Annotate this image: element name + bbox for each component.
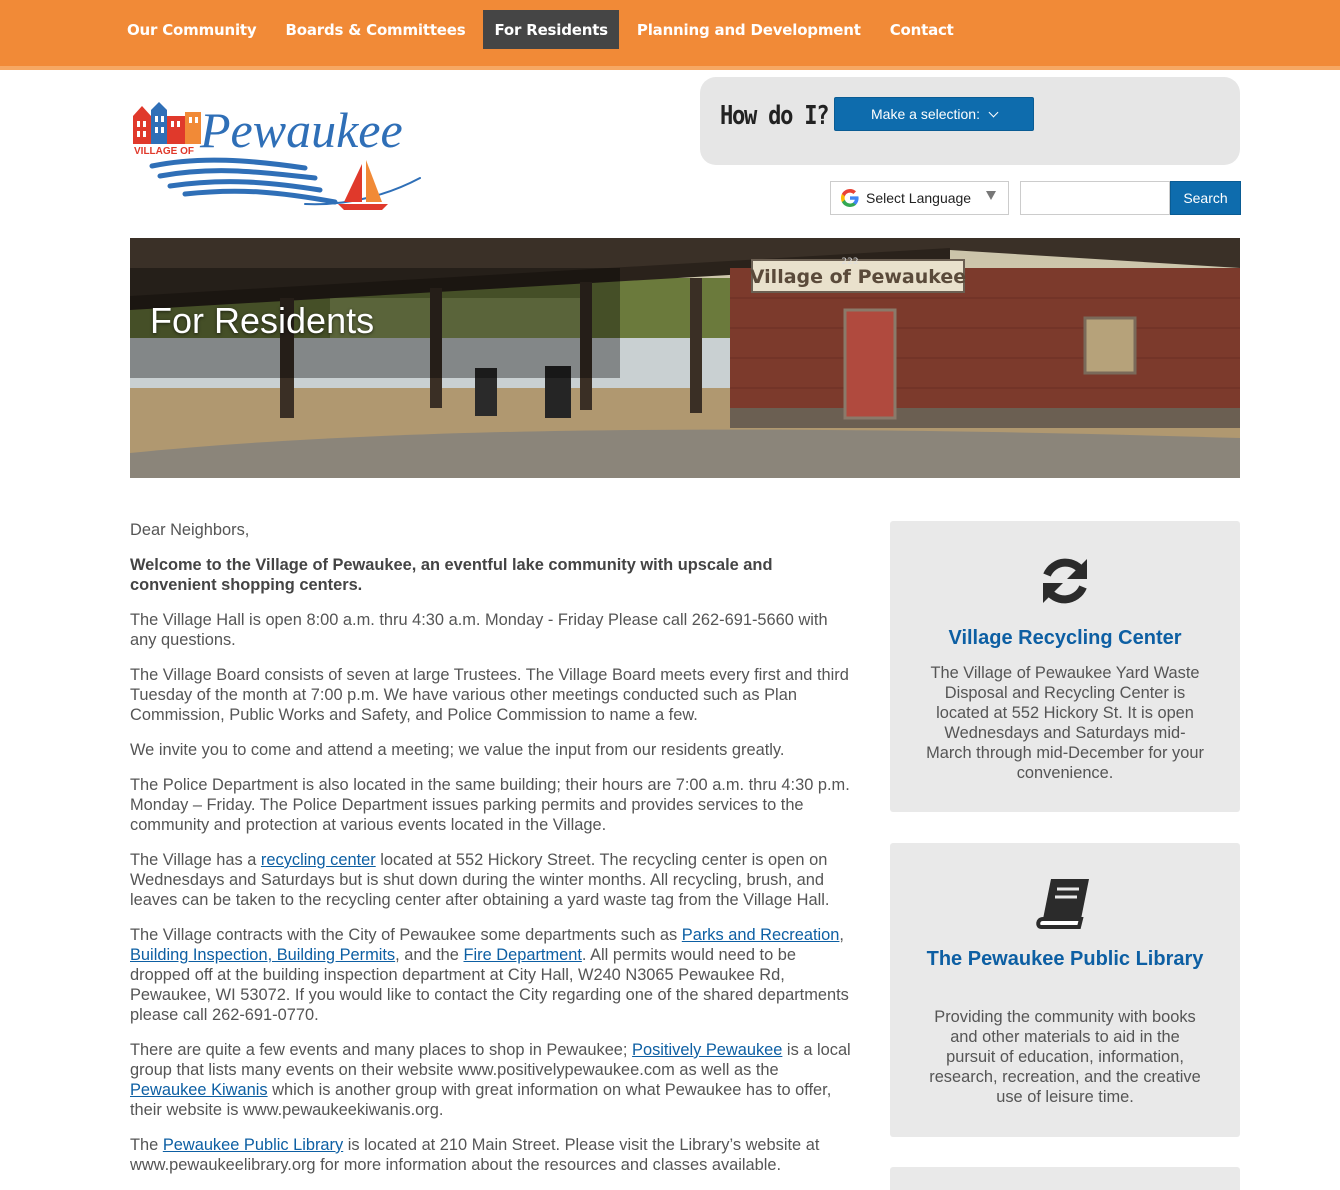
text-span: is a local group that lists many events on their website www.positivelypewaukee.com as well as the <box>130 1041 851 1079</box>
greeting: Dear Neighbors, <box>130 521 250 539</box>
page-title: For Residents <box>150 300 375 341</box>
text-span: , <box>839 926 844 944</box>
hero-sign-text: Village of Pewaukee <box>749 266 967 288</box>
nav-item-boards-committees[interactable]: Boards & Committees <box>285 20 466 39</box>
top-nav-list <box>116 10 972 49</box>
library-card[interactable] <box>890 843 1240 1137</box>
text-span: is located at 210 Main Street. Please visit the Library’s website at www.pewaukeelibrary.org for more information about the resources and classes available. <box>130 1136 820 1174</box>
text-span: located at 552 Hickory Street. The recycling center is open on Wednesdays and Saturdays but is shut down during the winter months. All recycling, brush, and leaves can be taken to the recycling center after obtaining a yard waste tag from the Village Hall. <box>130 851 830 909</box>
how-do-i-select[interactable] <box>834 97 1034 131</box>
text-span: . All permits would need to be dropped off at the building inspection department at City Hall, W240 N3065 Pewaukee Rd, Pewaukee, WI 53072. If you would like to contact the City regarding one of the shared departments please call 262-691-0770. <box>130 946 849 1024</box>
public-library-link[interactable]: Pewaukee Public Library <box>162 1136 344 1154</box>
parks-recreation-link[interactable]: Parks and Recreation <box>681 926 840 944</box>
recycling-center-link[interactable]: recycling center <box>260 851 376 869</box>
hero-sign-number: 222 <box>841 257 859 267</box>
text-span: There are quite a few events and many places to shop in Pewaukee; <box>130 1041 633 1059</box>
card-title[interactable]: Village Recycling Center <box>948 627 1182 649</box>
village-logo[interactable] <box>130 94 425 216</box>
language-select-label: Select Language <box>866 190 972 206</box>
logo-village-of: VILLAGE OF <box>134 146 194 157</box>
city-paragraph <box>130 925 858 1025</box>
nav-item-planning-development[interactable]: Planning and Development <box>636 20 861 39</box>
how-do-i-label: How do I? <box>720 101 829 131</box>
book-icon <box>1035 875 1095 935</box>
sidebar-card-partial <box>890 1167 1240 1190</box>
dropdown-arrow-icon <box>986 191 996 200</box>
library-paragraph <box>130 1135 858 1175</box>
events-paragraph <box>130 1040 858 1120</box>
board-paragraph: The Village Board consists of seven at large Trustees. The Village Board meets every first and third Tuesday of the month at 7:00 p.m. We have various other meetings conducted such as Plan Commission, Public Works and Safety, and Police Commission to name a few. <box>130 666 849 724</box>
card-description: The Village of Pewaukee Yard Waste Disposal and Recycling Center is located at 552 Hickory St. It is open Wednesdays and Saturdays mid-March through mid-December for your convenience. <box>926 664 1204 782</box>
how-do-i-panel <box>700 77 1240 165</box>
recycling-center-card[interactable] <box>890 521 1240 812</box>
text-span: The Village contracts with the City of Pewaukee some departments such as <box>130 926 682 944</box>
police-paragraph: The Police Department is also located in the same building; their hours are 7:00 a.m. thru 4:30 p.m. Monday – Friday. The Police Department issues parking permits and provides services to the community and protection at various events located in the Village. <box>130 776 850 834</box>
nav-item-our-community[interactable]: Our Community <box>127 20 257 39</box>
top-nav <box>0 0 1340 70</box>
how-do-i-select-label: Make a selection: <box>871 106 980 122</box>
nav-item-contact[interactable]: Contact <box>889 20 954 39</box>
positively-pewaukee-link[interactable]: Positively Pewaukee <box>632 1041 783 1059</box>
card-description: Providing the community with books and other materials to aid in the pursuit of education, information, research, recreation, and the creative use of leisure time. <box>929 1008 1201 1106</box>
refresh-icon <box>1035 551 1095 611</box>
building-inspection-link[interactable]: Building Inspection, Building Permits <box>130 946 396 964</box>
invite-paragraph: We invite you to come and attend a meeting; we value the input from our residents greatly. <box>130 741 785 759</box>
card-title[interactable]: The Pewaukee Public Library <box>926 948 1204 970</box>
text-span: The <box>130 1136 163 1154</box>
logo-name: Pewaukee <box>200 102 403 158</box>
nav-item-for-residents[interactable]: For Residents <box>483 10 618 49</box>
text-span: The Village has a <box>130 851 261 869</box>
hours-paragraph: The Village Hall is open 8:00 a.m. thru 4:30 a.m. Monday - Friday Please call 262-691-5660 with any questions. <box>130 611 828 649</box>
welcome-text: Welcome to the Village of Pewaukee, an eventful lake community with upscale and convenient shopping centers. <box>130 556 773 594</box>
chevron-down-icon <box>989 107 999 117</box>
pewaukee-kiwanis-link[interactable]: Pewaukee Kiwanis <box>130 1081 268 1099</box>
main-content <box>130 520 858 1190</box>
text-span: , and the <box>395 946 464 964</box>
recycling-paragraph <box>130 850 858 910</box>
language-select[interactable] <box>830 181 1009 215</box>
logo-buildings-icon <box>133 102 201 144</box>
google-icon <box>841 189 859 207</box>
text-span: which is another group with great information on what Pewaukee has to offer, their website is www.pewaukeekiwanis.org. <box>130 1081 832 1119</box>
search-button[interactable]: Search <box>1170 181 1241 215</box>
search-input[interactable] <box>1020 181 1170 215</box>
fire-department-link[interactable]: Fire Department <box>463 946 582 964</box>
hero-banner <box>130 238 1240 478</box>
